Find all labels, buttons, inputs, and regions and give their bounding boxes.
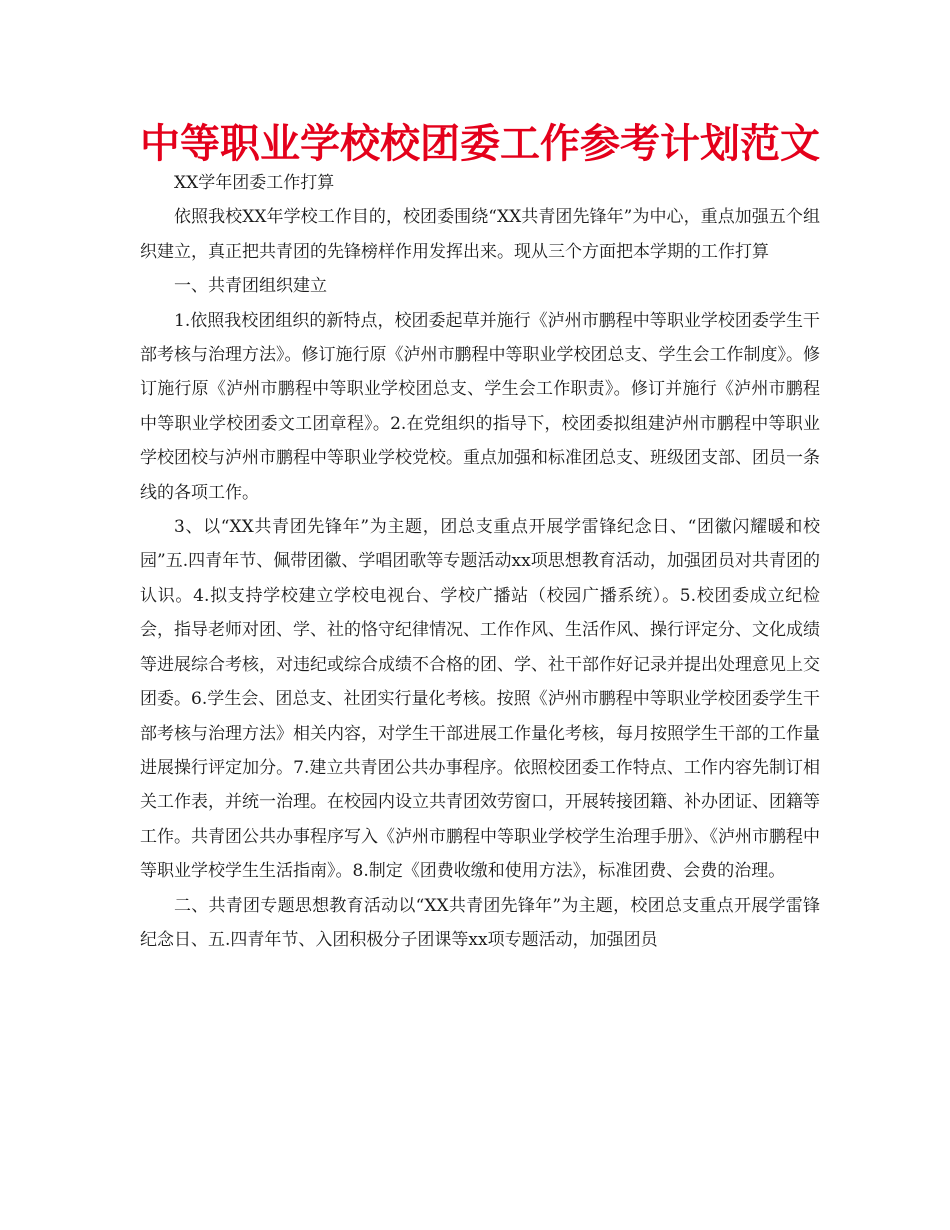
paragraph-item-3-8: 3、以“XX共青团先锋年”为主题，团总支重点开展学雷锋纪念日、“团徽闪耀暖和校园”五.四青年节、佩带团徽、学唱团歌等专题活动xx项思想教育活动，加强团员对共青团的认识。4.拟支持学校建立学校电视台、学校广播站（校园广播系统）。5.校团委成立纪检会，指导老师对团、学、社的恪守纪律情况、工作作风、生活作风、操行评定分、文化成绩等进展综合考核，对违纪或综合成绩不合格的团、学、社干部作好记录并提出处理意见上交团委。6.学生会、团总支、社团实行量化考核。按照《泸州市鹏程中等职业学校团委学生干部考核与治理方法》相关内容，对学生干部进展工作量化考核，每月按照学生干部的工作量进展操行评定加分。7.建立共青团公共办事程序。依照校团委工作特点、工作内容先制订相关工作表，并统一治理。在校园内设立共青团效劳窗口，开展转接团籍、补办团证、团籍等工作。共青团公共办事程序写入《泸州市鹏程中等职业学校学生治理手册》、《泸州市鹏程中等职业学校学生生活指南》。8.制定《团费收缴和使用方法》，标准团费、会费的治理。 bbox=[140, 517, 820, 882]
paragraph-plan-heading: XX学年团委工作打算 bbox=[174, 173, 335, 193]
paragraph-item-1-2: 1.依照我校团组织的新特点，校团委起草并施行《泸州市鹏程中等职业学校团委学生干部考核与治理方法》。修订施行原《泸州市鹏程中等职业学校团总支、学生会工作制度》。修订施行原《泸州市鹏程中等职业学校团总支、学生会工作职责》。修订并施行《泸州市鹏程中等职业学校团委文工团章程》。2.在党组织的指导下，校团委拟组建泸州市鹏程中等职业学校团校与泸州市鹏程中等职业学校党校。重点加强和标准团总支、班级团支部、团员一条线的各项工作。 bbox=[140, 310, 820, 503]
section-heading-organization: 一、共青团组织建立 bbox=[174, 276, 327, 297]
document-title: 中等职业学校校团委工作参考计划范文 bbox=[140, 121, 820, 167]
document-body bbox=[140, 166, 820, 957]
paragraph-intro: 依照我校XX年学校工作目的，校团委围绕“XX共青团先锋年”为中心，重点加强五个组织建立，真正把共青团的先锋榜样作用发挥出来。现从三个方面把本学期的工作打算 bbox=[140, 207, 820, 262]
paragraph-section-2: 二、共青团专题思想教育活动以“XX共青团先锋年”为主题，校团总支重点开展学雷锋纪念日、五.四青年节、入团积极分子团课等xx项专题活动，加强团员 bbox=[140, 895, 820, 950]
